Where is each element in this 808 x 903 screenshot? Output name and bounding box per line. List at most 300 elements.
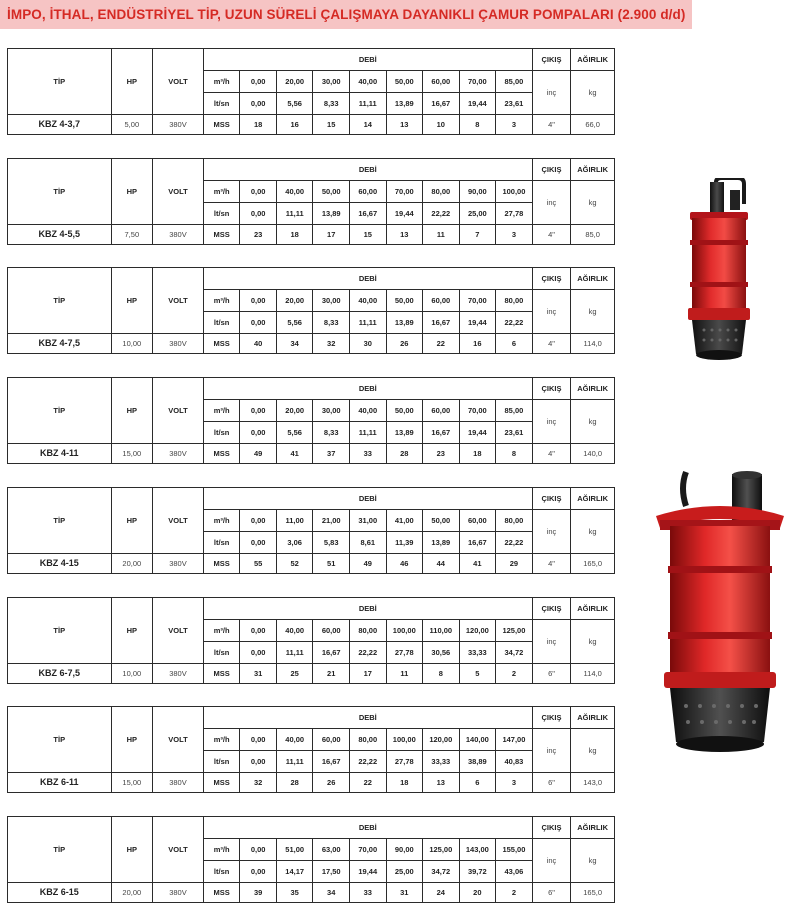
unit-inc: inç: [532, 71, 571, 115]
head-mss-cell: 15: [313, 115, 350, 135]
flow-m3h-cell: 60,00: [459, 510, 496, 532]
head-mss-cell: 16: [459, 334, 496, 354]
flow-lts-cell: 0,00: [240, 751, 277, 773]
flow-m3h-cell: 0,00: [240, 620, 277, 642]
row-label-m3h: m³/h: [203, 510, 240, 532]
header-debi: DEBİ: [203, 378, 532, 400]
flow-m3h-cell: 70,00: [459, 290, 496, 312]
flow-m3h-cell: 80,00: [496, 290, 533, 312]
header-debi: DEBİ: [203, 707, 532, 729]
head-mss-cell: 44: [423, 554, 460, 574]
flow-m3h-cell: 0,00: [240, 729, 277, 751]
row-label-lts: lt/sn: [203, 93, 240, 115]
header-cikis: ÇIKIŞ: [532, 707, 571, 729]
header-cikis: ÇIKIŞ: [532, 49, 571, 71]
head-mss-cell: 28: [386, 444, 423, 464]
flow-lts-cell: 14,17: [276, 861, 313, 883]
head-mss-cell: 35: [276, 883, 313, 903]
head-mss-cell: 37: [313, 444, 350, 464]
volt-value: 380V: [153, 225, 204, 245]
head-mss-cell: 2: [496, 664, 533, 684]
header-agirlik: AĞIRLIK: [571, 159, 615, 181]
head-mss-cell: 25: [276, 664, 313, 684]
weight-value: 85,0: [571, 225, 615, 245]
head-mss-cell: 15: [349, 225, 386, 245]
head-mss-cell: 26: [313, 773, 350, 793]
header-debi: DEBİ: [203, 488, 532, 510]
head-mss-cell: 17: [313, 225, 350, 245]
unit-kg: kg: [571, 620, 615, 664]
header-hp: HP: [111, 159, 153, 225]
hp-value: 20,00: [111, 883, 153, 903]
head-mss-cell: 18: [459, 444, 496, 464]
weight-value: 114,0: [571, 334, 615, 354]
product-table: [7, 267, 615, 354]
outlet-value: 4": [532, 225, 571, 245]
head-mss-cell: 13: [423, 773, 460, 793]
head-mss-cell: 3: [496, 773, 533, 793]
weight-value: 165,0: [571, 554, 615, 574]
flow-m3h-cell: 70,00: [459, 71, 496, 93]
flow-lts-cell: 13,89: [313, 203, 350, 225]
flow-m3h-cell: 125,00: [496, 620, 533, 642]
header-hp: HP: [111, 268, 153, 334]
outlet-value: 4": [532, 334, 571, 354]
row-label-lts: lt/sn: [203, 422, 240, 444]
head-mss-cell: 39: [240, 883, 277, 903]
product-table: [7, 597, 615, 684]
flow-lts-cell: 0,00: [240, 203, 277, 225]
flow-m3h-cell: 51,00: [276, 839, 313, 861]
header-cikis: ÇIKIŞ: [532, 817, 571, 839]
flow-lts-cell: 13,89: [386, 422, 423, 444]
head-mss-cell: 30: [349, 334, 386, 354]
header-hp: HP: [111, 707, 153, 773]
flow-m3h-cell: 60,00: [423, 290, 460, 312]
flow-lts-cell: 30,56: [423, 642, 460, 664]
header-hp: HP: [111, 598, 153, 664]
flow-m3h-cell: 85,00: [496, 71, 533, 93]
outlet-value: 6": [532, 883, 571, 903]
header-agirlik: AĞIRLIK: [571, 49, 615, 71]
flow-m3h-cell: 50,00: [386, 400, 423, 422]
unit-inc: inç: [532, 729, 571, 773]
volt-value: 380V: [153, 664, 204, 684]
header-debi: DEBİ: [203, 268, 532, 290]
outlet-value: 4": [532, 115, 571, 135]
head-mss-cell: 13: [386, 115, 423, 135]
head-mss-cell: 33: [349, 883, 386, 903]
product-table: [7, 48, 615, 135]
flow-lts-cell: 0,00: [240, 642, 277, 664]
row-label-lts: lt/sn: [203, 203, 240, 225]
flow-m3h-cell: 90,00: [386, 839, 423, 861]
flow-m3h-cell: 40,00: [276, 620, 313, 642]
flow-lts-cell: 33,33: [423, 751, 460, 773]
hp-value: 5,00: [111, 115, 153, 135]
row-label-lts: lt/sn: [203, 751, 240, 773]
head-mss-cell: 49: [240, 444, 277, 464]
unit-kg: kg: [571, 510, 615, 554]
flow-m3h-cell: 90,00: [459, 181, 496, 203]
model-name: KBZ 6-7,5: [8, 664, 112, 684]
flow-m3h-cell: 40,00: [276, 729, 313, 751]
header-debi: DEBİ: [203, 159, 532, 181]
flow-m3h-cell: 30,00: [313, 400, 350, 422]
flow-m3h-cell: 40,00: [349, 290, 386, 312]
flow-m3h-cell: 100,00: [496, 181, 533, 203]
header-tip: TİP: [8, 488, 112, 554]
head-mss-cell: 21: [313, 664, 350, 684]
header-volt: VOLT: [153, 598, 204, 664]
flow-m3h-cell: 0,00: [240, 181, 277, 203]
row-label-m3h: m³/h: [203, 620, 240, 642]
head-mss-cell: 8: [423, 664, 460, 684]
head-mss-cell: 23: [423, 444, 460, 464]
outlet-value: 4": [532, 554, 571, 574]
model-name: KBZ 4-7,5: [8, 334, 112, 354]
volt-value: 380V: [153, 334, 204, 354]
head-mss-cell: 16: [276, 115, 313, 135]
flow-m3h-cell: 80,00: [496, 510, 533, 532]
flow-m3h-cell: 85,00: [496, 400, 533, 422]
weight-value: 140,0: [571, 444, 615, 464]
flow-m3h-cell: 60,00: [423, 400, 460, 422]
unit-kg: kg: [571, 729, 615, 773]
row-label-mss: MSS: [203, 334, 240, 354]
volt-value: 380V: [153, 883, 204, 903]
header-volt: VOLT: [153, 49, 204, 115]
head-mss-cell: 7: [459, 225, 496, 245]
flow-lts-cell: 11,39: [386, 532, 423, 554]
flow-m3h-cell: 50,00: [386, 290, 423, 312]
head-mss-cell: 10: [423, 115, 460, 135]
head-mss-cell: 18: [276, 225, 313, 245]
head-mss-cell: 3: [496, 115, 533, 135]
flow-lts-cell: 5,56: [276, 422, 313, 444]
header-tip: TİP: [8, 598, 112, 664]
unit-inc: inç: [532, 839, 571, 883]
volt-value: 380V: [153, 444, 204, 464]
volt-value: 380V: [153, 773, 204, 793]
head-mss-cell: 34: [276, 334, 313, 354]
flow-m3h-cell: 0,00: [240, 839, 277, 861]
flow-lts-cell: 16,67: [459, 532, 496, 554]
head-mss-cell: 31: [240, 664, 277, 684]
head-mss-cell: 46: [386, 554, 423, 574]
flow-lts-cell: 13,89: [386, 312, 423, 334]
flow-m3h-cell: 147,00: [496, 729, 533, 751]
head-mss-cell: 32: [313, 334, 350, 354]
flow-m3h-cell: 70,00: [459, 400, 496, 422]
head-mss-cell: 31: [386, 883, 423, 903]
head-mss-cell: 18: [240, 115, 277, 135]
row-label-lts: lt/sn: [203, 642, 240, 664]
head-mss-cell: 34: [313, 883, 350, 903]
flow-lts-cell: 16,67: [349, 203, 386, 225]
header-volt: VOLT: [153, 817, 204, 883]
hp-value: 7,50: [111, 225, 153, 245]
head-mss-cell: 20: [459, 883, 496, 903]
row-label-m3h: m³/h: [203, 181, 240, 203]
flow-lts-cell: 19,44: [459, 93, 496, 115]
flow-lts-cell: 8,33: [313, 93, 350, 115]
product-table: [7, 487, 615, 574]
flow-lts-cell: 16,67: [313, 642, 350, 664]
outlet-value: 6": [532, 664, 571, 684]
flow-m3h-cell: 0,00: [240, 71, 277, 93]
row-label-m3h: m³/h: [203, 290, 240, 312]
header-tip: TİP: [8, 49, 112, 115]
flow-lts-cell: 5,83: [313, 532, 350, 554]
flow-lts-cell: 0,00: [240, 532, 277, 554]
head-mss-cell: 22: [349, 773, 386, 793]
flow-lts-cell: 19,44: [459, 422, 496, 444]
head-mss-cell: 18: [386, 773, 423, 793]
flow-m3h-cell: 41,00: [386, 510, 423, 532]
hp-value: 15,00: [111, 444, 153, 464]
flow-lts-cell: 0,00: [240, 93, 277, 115]
model-name: KBZ 4-11: [8, 444, 112, 464]
flow-m3h-cell: 20,00: [276, 290, 313, 312]
flow-lts-cell: 27,78: [386, 751, 423, 773]
row-label-lts: lt/sn: [203, 861, 240, 883]
head-mss-cell: 51: [313, 554, 350, 574]
flow-lts-cell: 34,72: [423, 861, 460, 883]
flow-m3h-cell: 100,00: [386, 729, 423, 751]
row-label-lts: lt/sn: [203, 312, 240, 334]
product-table: [7, 706, 615, 793]
header-agirlik: AĞIRLIK: [571, 707, 615, 729]
model-name: KBZ 4-5,5: [8, 225, 112, 245]
head-mss-cell: 11: [423, 225, 460, 245]
product-table: [7, 816, 615, 903]
row-label-mss: MSS: [203, 883, 240, 903]
header-tip: TİP: [8, 707, 112, 773]
flow-lts-cell: 22,22: [349, 642, 386, 664]
flow-lts-cell: 40,83: [496, 751, 533, 773]
row-label-m3h: m³/h: [203, 400, 240, 422]
unit-inc: inç: [532, 620, 571, 664]
flow-m3h-cell: 50,00: [423, 510, 460, 532]
unit-inc: inç: [532, 400, 571, 444]
flow-lts-cell: 0,00: [240, 422, 277, 444]
head-mss-cell: 24: [423, 883, 460, 903]
flow-lts-cell: 13,89: [423, 532, 460, 554]
flow-m3h-cell: 80,00: [349, 729, 386, 751]
head-mss-cell: 22: [423, 334, 460, 354]
flow-lts-cell: 23,61: [496, 422, 533, 444]
flow-lts-cell: 8,33: [313, 422, 350, 444]
weight-value: 165,0: [571, 883, 615, 903]
header-volt: VOLT: [153, 707, 204, 773]
head-mss-cell: 3: [496, 225, 533, 245]
head-mss-cell: 33: [349, 444, 386, 464]
flow-lts-cell: 27,78: [496, 203, 533, 225]
flow-lts-cell: 19,44: [386, 203, 423, 225]
flow-m3h-cell: 100,00: [386, 620, 423, 642]
head-mss-cell: 28: [276, 773, 313, 793]
flow-lts-cell: 19,44: [349, 861, 386, 883]
flow-m3h-cell: 0,00: [240, 510, 277, 532]
flow-lts-cell: 16,67: [423, 312, 460, 334]
large-pump-image: [646, 466, 794, 754]
head-mss-cell: 26: [386, 334, 423, 354]
flow-m3h-cell: 110,00: [423, 620, 460, 642]
head-mss-cell: 2: [496, 883, 533, 903]
header-volt: VOLT: [153, 488, 204, 554]
flow-m3h-cell: 30,00: [313, 290, 350, 312]
row-label-mss: MSS: [203, 225, 240, 245]
header-agirlik: AĞIRLIK: [571, 488, 615, 510]
row-label-m3h: m³/h: [203, 729, 240, 751]
weight-value: 114,0: [571, 664, 615, 684]
header-cikis: ÇIKIŞ: [532, 598, 571, 620]
row-label-lts: lt/sn: [203, 532, 240, 554]
flow-m3h-cell: 125,00: [423, 839, 460, 861]
volt-value: 380V: [153, 554, 204, 574]
head-mss-cell: 14: [349, 115, 386, 135]
small-pump-image: [672, 178, 768, 368]
header-cikis: ÇIKIŞ: [532, 268, 571, 290]
flow-lts-cell: 5,56: [276, 312, 313, 334]
flow-m3h-cell: 31,00: [349, 510, 386, 532]
header-agirlik: AĞIRLIK: [571, 378, 615, 400]
flow-lts-cell: 16,67: [423, 422, 460, 444]
header-tip: TİP: [8, 268, 112, 334]
unit-kg: kg: [571, 839, 615, 883]
head-mss-cell: 5: [459, 664, 496, 684]
flow-m3h-cell: 70,00: [349, 839, 386, 861]
flow-m3h-cell: 50,00: [386, 71, 423, 93]
flow-m3h-cell: 120,00: [423, 729, 460, 751]
flow-lts-cell: 8,61: [349, 532, 386, 554]
flow-m3h-cell: 60,00: [349, 181, 386, 203]
header-hp: HP: [111, 817, 153, 883]
header-debi: DEBİ: [203, 817, 532, 839]
flow-lts-cell: 11,11: [349, 312, 386, 334]
flow-lts-cell: 23,61: [496, 93, 533, 115]
product-table: [7, 377, 615, 464]
flow-lts-cell: 3,06: [276, 532, 313, 554]
flow-lts-cell: 39,72: [459, 861, 496, 883]
head-mss-cell: 41: [276, 444, 313, 464]
flow-lts-cell: 17,50: [313, 861, 350, 883]
flow-m3h-cell: 30,00: [313, 71, 350, 93]
head-mss-cell: 6: [459, 773, 496, 793]
header-volt: VOLT: [153, 159, 204, 225]
weight-value: 66,0: [571, 115, 615, 135]
flow-lts-cell: 16,67: [423, 93, 460, 115]
flow-m3h-cell: 21,00: [313, 510, 350, 532]
outlet-value: 6": [532, 773, 571, 793]
unit-kg: kg: [571, 400, 615, 444]
row-label-mss: MSS: [203, 444, 240, 464]
flow-m3h-cell: 60,00: [313, 620, 350, 642]
header-hp: HP: [111, 488, 153, 554]
row-label-mss: MSS: [203, 554, 240, 574]
head-mss-cell: 11: [386, 664, 423, 684]
model-name: KBZ 6-15: [8, 883, 112, 903]
row-label-mss: MSS: [203, 773, 240, 793]
flow-lts-cell: 19,44: [459, 312, 496, 334]
header-debi: DEBİ: [203, 598, 532, 620]
flow-lts-cell: 25,00: [386, 861, 423, 883]
row-label-mss: MSS: [203, 115, 240, 135]
flow-m3h-cell: 20,00: [276, 400, 313, 422]
head-mss-cell: 29: [496, 554, 533, 574]
row-label-m3h: m³/h: [203, 839, 240, 861]
outlet-value: 4": [532, 444, 571, 464]
flow-m3h-cell: 50,00: [313, 181, 350, 203]
head-mss-cell: 49: [349, 554, 386, 574]
flow-lts-cell: 38,89: [459, 751, 496, 773]
flow-m3h-cell: 0,00: [240, 290, 277, 312]
flow-m3h-cell: 40,00: [349, 71, 386, 93]
flow-m3h-cell: 80,00: [423, 181, 460, 203]
flow-m3h-cell: 80,00: [349, 620, 386, 642]
hp-value: 20,00: [111, 554, 153, 574]
head-mss-cell: 8: [459, 115, 496, 135]
hp-value: 10,00: [111, 664, 153, 684]
header-agirlik: AĞIRLIK: [571, 268, 615, 290]
head-mss-cell: 8: [496, 444, 533, 464]
unit-inc: inç: [532, 290, 571, 334]
weight-value: 143,0: [571, 773, 615, 793]
flow-lts-cell: 11,11: [349, 422, 386, 444]
header-volt: VOLT: [153, 268, 204, 334]
head-mss-cell: 32: [240, 773, 277, 793]
flow-lts-cell: 25,00: [459, 203, 496, 225]
header-cikis: ÇIKIŞ: [532, 488, 571, 510]
model-name: KBZ 4-15: [8, 554, 112, 574]
flow-lts-cell: 11,11: [276, 203, 313, 225]
head-mss-cell: 6: [496, 334, 533, 354]
flow-lts-cell: 22,22: [496, 532, 533, 554]
flow-m3h-cell: 11,00: [276, 510, 313, 532]
flow-m3h-cell: 63,00: [313, 839, 350, 861]
flow-lts-cell: 5,56: [276, 93, 313, 115]
flow-lts-cell: 13,89: [386, 93, 423, 115]
flow-m3h-cell: 155,00: [496, 839, 533, 861]
unit-kg: kg: [571, 71, 615, 115]
flow-lts-cell: 27,78: [386, 642, 423, 664]
flow-lts-cell: 11,11: [276, 642, 313, 664]
flow-m3h-cell: 70,00: [386, 181, 423, 203]
flow-m3h-cell: 40,00: [349, 400, 386, 422]
header-agirlik: AĞIRLIK: [571, 817, 615, 839]
hp-value: 10,00: [111, 334, 153, 354]
flow-lts-cell: 16,67: [313, 751, 350, 773]
head-mss-cell: 55: [240, 554, 277, 574]
flow-m3h-cell: 20,00: [276, 71, 313, 93]
model-name: KBZ 4-3,7: [8, 115, 112, 135]
flow-lts-cell: 8,33: [313, 312, 350, 334]
flow-m3h-cell: 0,00: [240, 400, 277, 422]
header-debi: DEBİ: [203, 49, 532, 71]
header-hp: HP: [111, 49, 153, 115]
row-label-m3h: m³/h: [203, 71, 240, 93]
flow-lts-cell: 11,11: [276, 751, 313, 773]
flow-lts-cell: 22,22: [496, 312, 533, 334]
head-mss-cell: 40: [240, 334, 277, 354]
header-tip: TİP: [8, 159, 112, 225]
flow-lts-cell: 22,22: [349, 751, 386, 773]
flow-m3h-cell: 60,00: [423, 71, 460, 93]
head-mss-cell: 23: [240, 225, 277, 245]
unit-kg: kg: [571, 181, 615, 225]
flow-lts-cell: 22,22: [423, 203, 460, 225]
